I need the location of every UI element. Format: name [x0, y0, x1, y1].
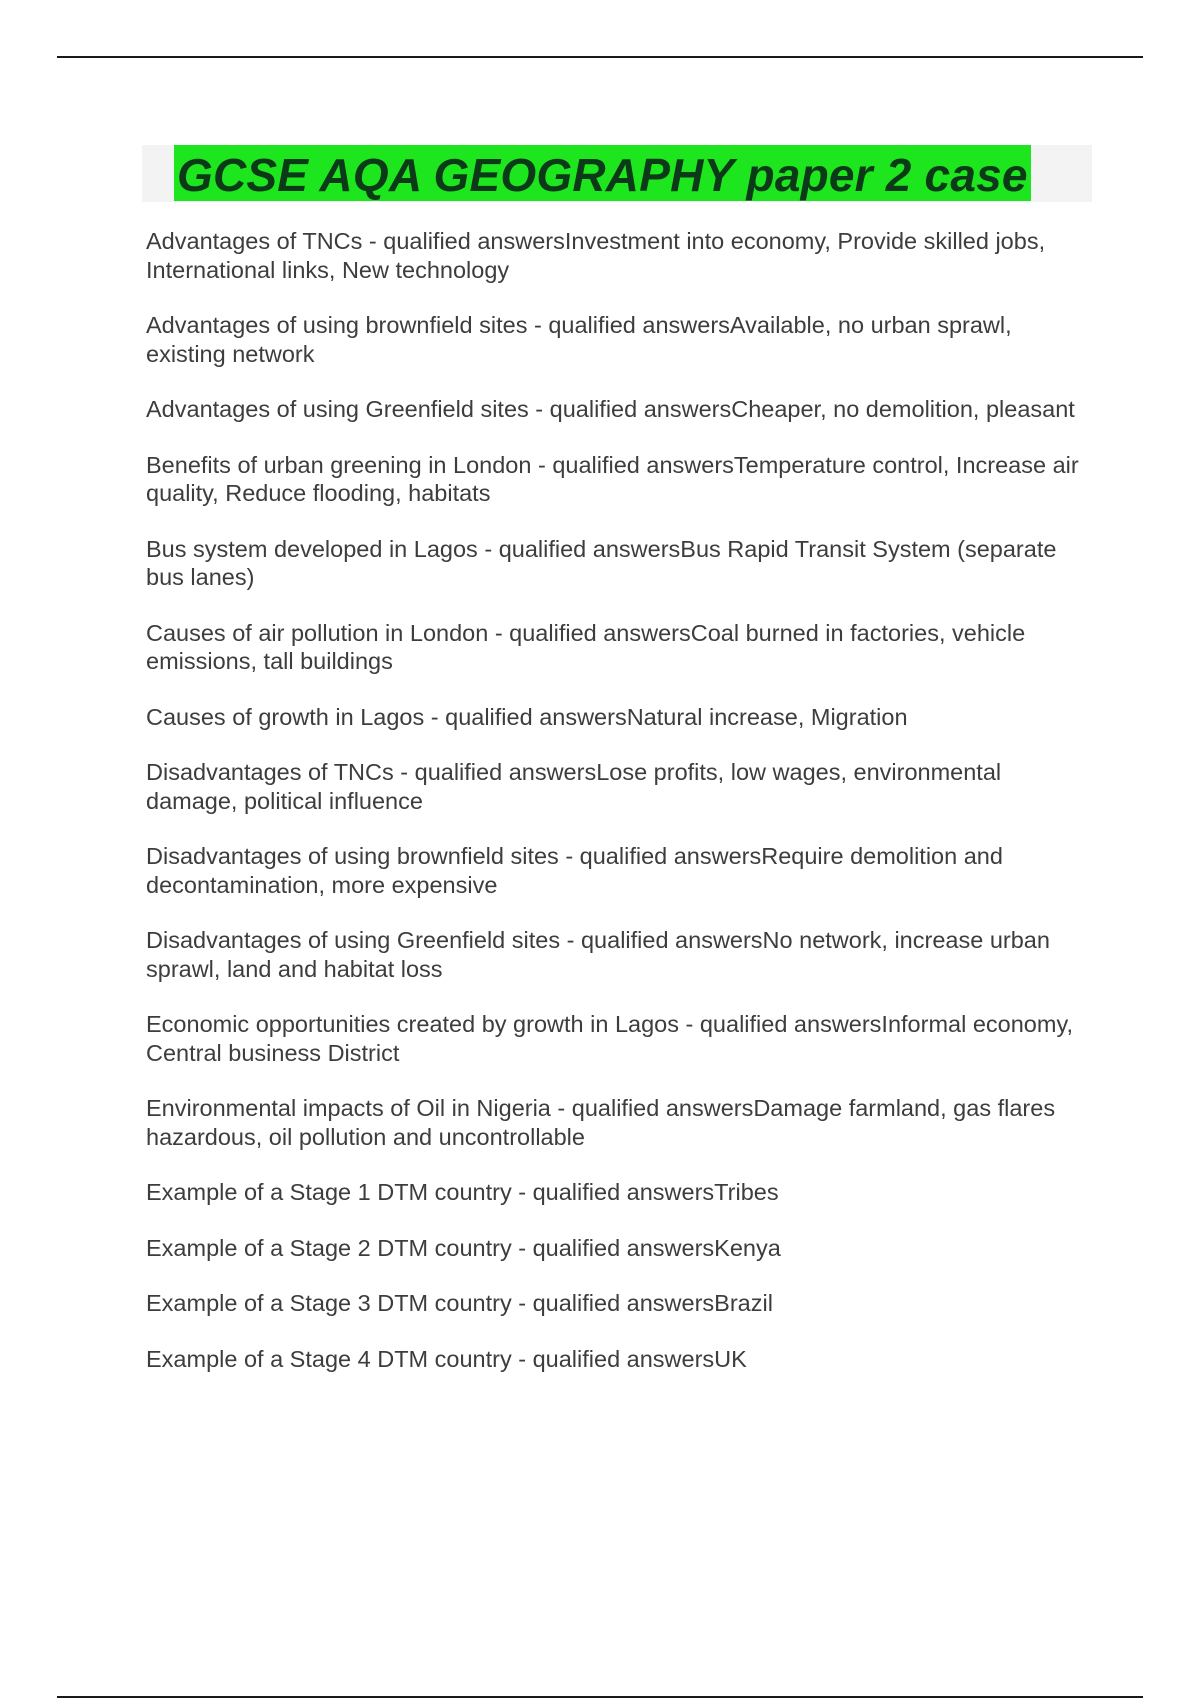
flashcard-entry: Economic opportunities created by growth in Lagos - qualified answersInformal economy, Central business District	[146, 1011, 1073, 1066]
flashcard-entry: Bus system developed in Lagos - qualified answersBus Rapid Transit System (separate bus lanes)	[146, 535, 1057, 590]
document-title: GCSE AQA GEOGRAPHY paper 2 case	[177, 149, 1028, 201]
flashcard-entry: Advantages of using Greenfield sites - qualified answersCheaper, no demolition, pleasant	[146, 396, 1075, 422]
flashcard-entry: Benefits of urban greening in London - qualified answersTemperature control, Increase air quality, Reduce flooding, habitats	[146, 451, 1079, 506]
flashcard-entry: Disadvantages of TNCs - qualified answersLose profits, low wages, environmental damage, political influence	[146, 759, 1002, 814]
flashcard-entry: Causes of air pollution in London - qualified answersCoal burned in factories, vehicle emissions, tall buildings	[146, 619, 1026, 674]
flashcard-entry: Disadvantages of using brownfield sites - qualified answersRequire demolition and decontamination, more expensive	[146, 843, 1003, 898]
flashcard-entry: Advantages of using brownfield sites - qualified answersAvailable, no urban sprawl, existing network	[146, 312, 1012, 367]
flashcard-entry: Environmental impacts of Oil in Nigeria - qualified answersDamage farmland, gas flares hazardous, oil pollution and uncontrollable	[146, 1095, 1056, 1150]
flashcard-entry: Disadvantages of using Greenfield sites - qualified answersNo network, increase urban sprawl, land and habitat loss	[146, 927, 1050, 982]
flashcard-entry: Example of a Stage 1 DTM country - qualified answersTribes	[146, 1179, 779, 1205]
flashcard-entry: Advantages of TNCs - qualified answersInvestment into economy, Provide skilled jobs, International links, New technology	[146, 228, 1046, 283]
flashcard-list	[146, 227, 1096, 1400]
flashcard-entry: Example of a Stage 2 DTM country - qualified answersKenya	[146, 1234, 781, 1261]
top-rule	[57, 56, 1143, 58]
flashcard-entry: Causes of growth in Lagos - qualified answersNatural increase, Migration	[146, 703, 908, 730]
flashcard-entry: Example of a Stage 4 DTM country - qualified answersUK	[146, 1345, 747, 1372]
flashcard-entry: Example of a Stage 3 DTM country - qualified answersBrazil	[146, 1290, 773, 1316]
title-highlight	[174, 145, 1031, 201]
bottom-rule	[57, 1696, 1143, 1698]
